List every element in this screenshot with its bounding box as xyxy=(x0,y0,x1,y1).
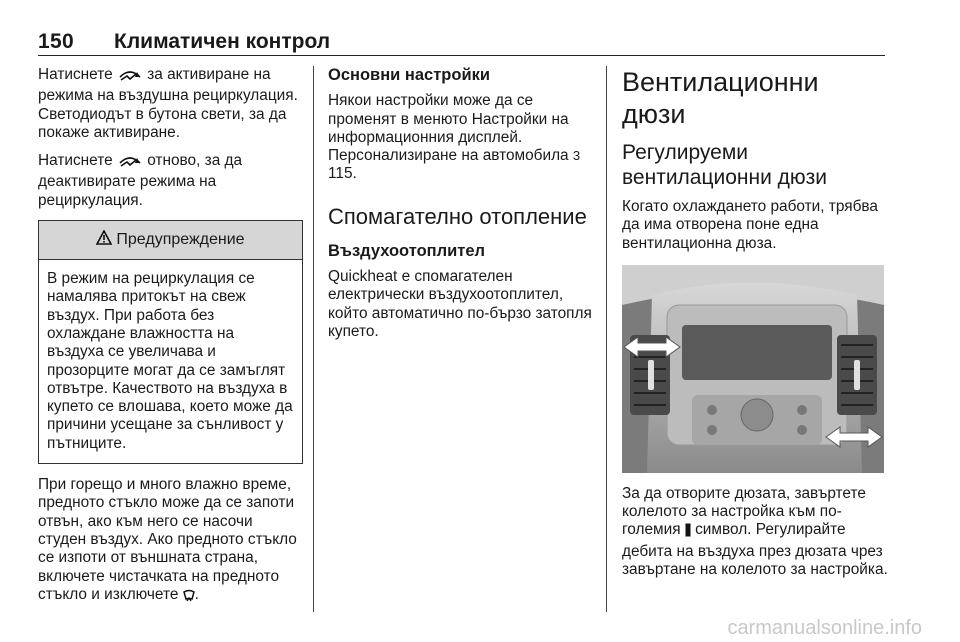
page-reference-icon: 3 xyxy=(572,148,581,164)
section-title-air-vents: Вентилационни дюзи xyxy=(622,67,819,129)
warning-box xyxy=(38,220,303,464)
ac-windshield-icon xyxy=(183,589,195,607)
chapter-title: Климатичен контрол xyxy=(114,30,331,53)
heading-air-heater: Въздухоотоплител xyxy=(328,241,485,260)
page-header xyxy=(38,30,884,52)
page-reference: 115. xyxy=(328,165,357,183)
paragraph: Quickheat е спомагателен електрически въздухоотоплител, който автоматично по-бързо затопля купето. xyxy=(328,268,592,340)
warning-title: Предупреждение xyxy=(116,230,245,248)
warning-header xyxy=(39,221,302,260)
page-number: 150 xyxy=(38,30,74,53)
heading-basic-settings: Основни настройки xyxy=(328,66,490,84)
paragraph: Натиснете за активиране на режима на въздушна рециркулация. Светодиодът в бутона свети, за да покаже активиране. xyxy=(38,66,298,141)
paragraph: Когато охлаждането работи, трябва да има отворена поне една вентилационна дюза. xyxy=(622,198,878,252)
column-divider xyxy=(313,66,314,612)
column-1 xyxy=(38,66,303,617)
paragraph: Някои настройки може да се променят в менюто Настройки на информационния дисплей. Персонализиране на автомобила 3 115. xyxy=(328,92,581,183)
watermark: carmanualsonline.info xyxy=(727,617,922,639)
column-divider xyxy=(606,66,607,612)
paragraph: При горещо и много влажно време, предното стъкло може да се запоти отвън, ако към него се насочи студен въздух. Ако предното стъкло се изпоти от външната страна, включете чистачката на предното стъкло и изключете . xyxy=(38,476,303,607)
section-title-auxiliary-heating: Спомагателно отопление xyxy=(328,203,587,229)
header-rule xyxy=(38,55,885,56)
paragraph: Натиснете отново, за да деактивирате режима на рециркулация. xyxy=(38,152,243,209)
warning-text: В режим на рециркулация се намалява притокът на свеж въздух. При работа без охлаждане влажността на въздуха се увеличава и прозорците могат да се замъглят отвътре. Качеството на въздуха в купето се влошава, което може да причини усещане за сънливост у пътниците. xyxy=(47,270,293,452)
column-2 xyxy=(328,66,598,351)
recirculation-icon xyxy=(117,68,143,87)
vent-photo xyxy=(622,265,884,473)
warning-triangle-icon xyxy=(96,230,112,250)
subsection-title-adjustable-vents: Регулируеми вентилационни дюзи xyxy=(622,141,828,189)
paragraph: За да отворите дюзата, завъртете колелото за настройка към по-големия символ. Регулирайте дебита на въздуха през дюзата чрез завъртане на колелото за настройка. xyxy=(622,484,888,579)
recirculation-icon xyxy=(117,154,143,173)
column-3 xyxy=(622,66,888,589)
